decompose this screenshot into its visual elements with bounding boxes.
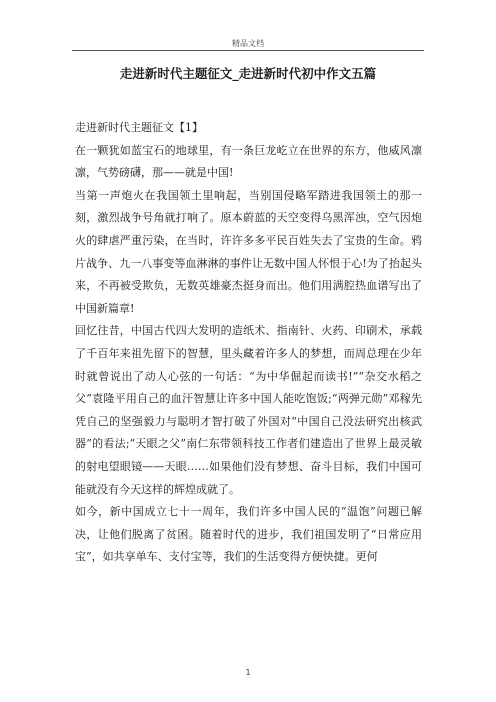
document-body [75,117,422,569]
paragraph-4: 如今，新中国成立七十一周年，我们许多中国人民的“温饱”问题已解决，让他们脱离了贫困。随着时代的进步，我们祖国发明了“日常应用宝”，如共享单车、支付宝等，我们的生活变得方便快捷。更何 [75,505,422,564]
paragraph-2: 当第一声炮火在我国领土里响起，当别国侵略军踏进我国领土的那一刻，激烈战争号角就打响了。原本蔚蓝的天空变得乌黑浑浊，空气因炮火的肆虐严重污染，在当时，许许多多平民百姓失去了宝贵的生命。鸦片战争、九一八事变等血淋淋的事件让无数中国人怀恨于心!为了抬起头来，不再被受欺负，无数英雄豪杰挺身而出。他们用满腔热血谱写出了中国新篇章! [75,188,422,315]
paragraph-1: 在一颗犹如蓝宝石的地球里，有一条巨龙屹立在世界的东方，他威风凛凛，气势磅礴，那——就是中国! [75,143,422,180]
section-heading: 走进新时代主题征文【1】 [75,121,203,134]
document-title: 走进新时代主题征文_走进新时代初中作文五篇 [119,66,377,81]
header-divider [72,50,424,51]
paragraph-3: 回忆往昔，中国古代四大发明的造纸术、指南针、火药、印刷术，承载了千百年来祖先留下的智慧，里头藏着许多人的梦想，而周总理在少年时就曾说出了动人心弦的一句话：“为中华倔起而读书!”“杂交水稻之父”袁隆平用自己的血汗智慧让许多中国人能吃饱饭;“两弹元勋”邓稼先凭自己的坚强毅力与聪明才智打破了外国对“中国自己没法研究出核武器”的看法;“天眼之父”南仁东带领科技工作者们建造出了世界上最灵敏的射电望眼镜——天眼……如果他们没有梦想、奋斗目标，我们中国可能就没有今天这样的辉煌成就了。 [75,324,422,496]
page-header-label: 精品文档 [232,39,264,48]
page-number: 1 [245,668,251,677]
